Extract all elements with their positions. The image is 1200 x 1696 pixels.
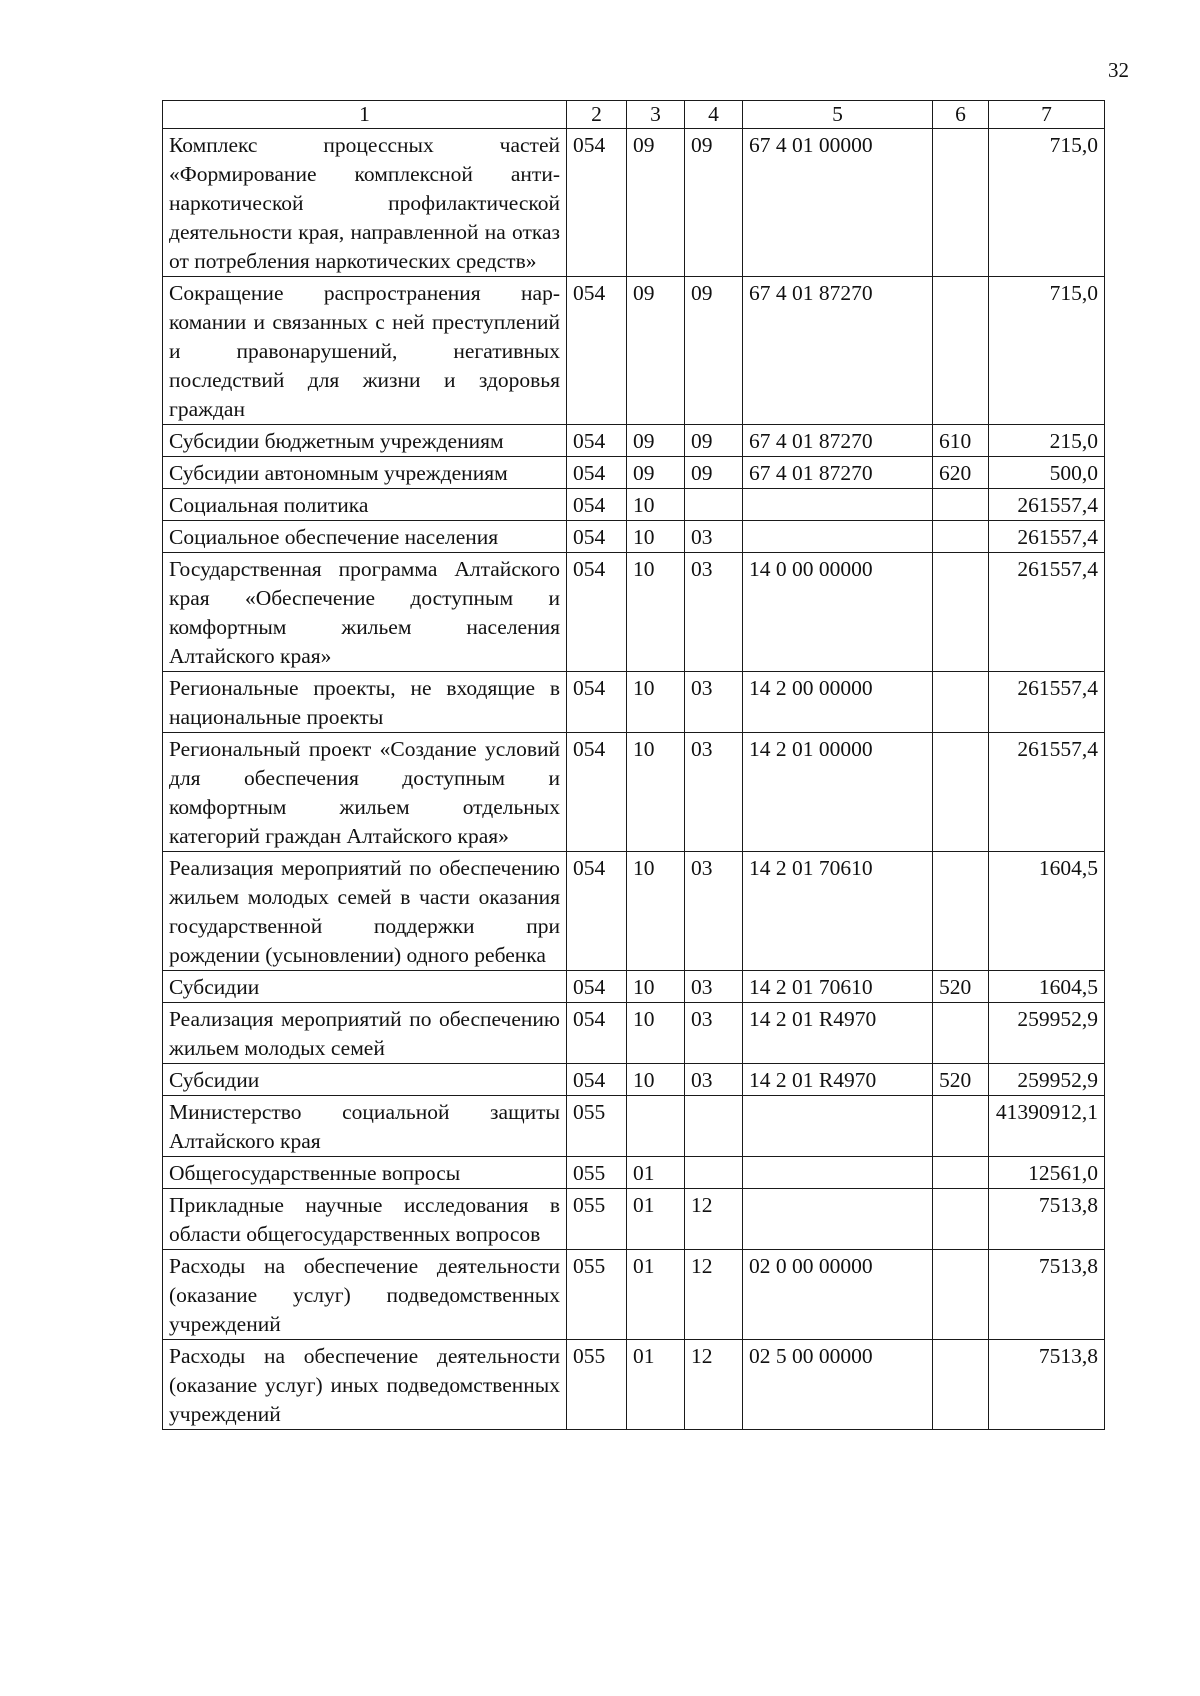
target-article-cell: 67 4 01 87270 bbox=[743, 457, 933, 489]
page-number: 32 bbox=[1108, 58, 1129, 82]
ministry-code-cell: 054 bbox=[567, 1064, 627, 1096]
row-name-cell: Социальная политика bbox=[163, 489, 567, 521]
expense-type-cell bbox=[933, 1189, 989, 1250]
ministry-code-cell: 054 bbox=[567, 277, 627, 425]
target-article-cell: 67 4 01 87270 bbox=[743, 425, 933, 457]
column-header: 3 bbox=[627, 101, 685, 129]
expense-type-cell bbox=[933, 1096, 989, 1157]
ministry-code-cell: 055 bbox=[567, 1340, 627, 1430]
expense-type-cell bbox=[933, 1003, 989, 1064]
expense-type-cell: 610 bbox=[933, 425, 989, 457]
ministry-code-cell: 054 bbox=[567, 672, 627, 733]
table-row bbox=[163, 1250, 1105, 1340]
subsection-code-cell: 03 bbox=[685, 1064, 743, 1096]
table-row bbox=[163, 489, 1105, 521]
target-article-cell: 67 4 01 87270 bbox=[743, 277, 933, 425]
row-name-cell: Региональные проекты, не входящие в национальные проекты bbox=[163, 672, 567, 733]
subsection-code-cell: 09 bbox=[685, 129, 743, 277]
table-row bbox=[163, 1157, 1105, 1189]
target-article-cell bbox=[743, 521, 933, 553]
table-row bbox=[163, 1096, 1105, 1157]
section-code-cell: 10 bbox=[627, 1003, 685, 1064]
target-article-cell: 02 5 00 00000 bbox=[743, 1340, 933, 1430]
target-article-cell: 02 0 00 00000 bbox=[743, 1250, 933, 1340]
row-name-cell: Прикладные научные исследования в области общегосударственных вопросов bbox=[163, 1189, 567, 1250]
amount-cell: 1604,5 bbox=[989, 971, 1105, 1003]
subsection-code-cell: 03 bbox=[685, 1003, 743, 1064]
column-header: 1 bbox=[163, 101, 567, 129]
expense-type-cell: 520 bbox=[933, 1064, 989, 1096]
amount-cell: 7513,8 bbox=[989, 1340, 1105, 1430]
row-name-cell: Расходы на обеспечение деятельности (оказание услуг) иных подведомственных учреждений bbox=[163, 1340, 567, 1430]
ministry-code-cell: 055 bbox=[567, 1096, 627, 1157]
target-article-cell: 14 2 01 70610 bbox=[743, 852, 933, 971]
table-row bbox=[163, 457, 1105, 489]
ministry-code-cell: 054 bbox=[567, 129, 627, 277]
table-row bbox=[163, 521, 1105, 553]
header-row bbox=[163, 101, 1105, 129]
subsection-code-cell: 03 bbox=[685, 521, 743, 553]
row-name-cell: Общегосударственные вопросы bbox=[163, 1157, 567, 1189]
row-name-cell: Региональный проект «Создание условий для обеспечения доступным и комфортным жильем отдельных категорий граждан Алтайского края» bbox=[163, 733, 567, 852]
subsection-code-cell: 12 bbox=[685, 1340, 743, 1430]
amount-cell: 261557,4 bbox=[989, 733, 1105, 852]
table-row bbox=[163, 733, 1105, 852]
amount-cell: 259952,9 bbox=[989, 1064, 1105, 1096]
table-row bbox=[163, 1064, 1105, 1096]
ministry-code-cell: 054 bbox=[567, 425, 627, 457]
ministry-code-cell: 054 bbox=[567, 971, 627, 1003]
column-header: 6 bbox=[933, 101, 989, 129]
amount-cell: 12561,0 bbox=[989, 1157, 1105, 1189]
amount-cell: 715,0 bbox=[989, 129, 1105, 277]
section-code-cell: 10 bbox=[627, 971, 685, 1003]
expense-type-cell bbox=[933, 1157, 989, 1189]
table-row bbox=[163, 129, 1105, 277]
section-code-cell: 10 bbox=[627, 1064, 685, 1096]
target-article-cell: 14 2 01 00000 bbox=[743, 733, 933, 852]
expense-type-cell bbox=[933, 521, 989, 553]
amount-cell: 259952,9 bbox=[989, 1003, 1105, 1064]
table-row bbox=[163, 1003, 1105, 1064]
amount-cell: 7513,8 bbox=[989, 1250, 1105, 1340]
amount-cell: 500,0 bbox=[989, 457, 1105, 489]
subsection-code-cell: 03 bbox=[685, 553, 743, 672]
row-name-cell: Субсидии автономным учреждениям bbox=[163, 457, 567, 489]
column-header: 7 bbox=[989, 101, 1105, 129]
expense-type-cell bbox=[933, 852, 989, 971]
section-code-cell: 10 bbox=[627, 733, 685, 852]
target-article-cell bbox=[743, 1096, 933, 1157]
amount-cell: 261557,4 bbox=[989, 553, 1105, 672]
section-code-cell bbox=[627, 1096, 685, 1157]
row-name-cell: Субсидии bbox=[163, 971, 567, 1003]
section-code-cell: 10 bbox=[627, 852, 685, 971]
subsection-code-cell: 09 bbox=[685, 425, 743, 457]
subsection-code-cell bbox=[685, 1096, 743, 1157]
amount-cell: 715,0 bbox=[989, 277, 1105, 425]
expense-type-cell bbox=[933, 672, 989, 733]
subsection-code-cell: 09 bbox=[685, 457, 743, 489]
target-article-cell: 14 0 00 00000 bbox=[743, 553, 933, 672]
target-article-cell bbox=[743, 489, 933, 521]
target-article-cell: 14 2 01 70610 bbox=[743, 971, 933, 1003]
section-code-cell: 10 bbox=[627, 521, 685, 553]
table-row bbox=[163, 852, 1105, 971]
amount-cell: 261557,4 bbox=[989, 521, 1105, 553]
table-row bbox=[163, 971, 1105, 1003]
section-code-cell: 10 bbox=[627, 553, 685, 672]
section-code-cell: 09 bbox=[627, 277, 685, 425]
table-row bbox=[163, 277, 1105, 425]
ministry-code-cell: 055 bbox=[567, 1157, 627, 1189]
target-article-cell: 14 2 01 R4970 bbox=[743, 1064, 933, 1096]
expense-type-cell bbox=[933, 733, 989, 852]
subsection-code-cell: 12 bbox=[685, 1250, 743, 1340]
column-header: 4 bbox=[685, 101, 743, 129]
column-header: 2 bbox=[567, 101, 627, 129]
target-article-cell bbox=[743, 1157, 933, 1189]
ministry-code-cell: 054 bbox=[567, 489, 627, 521]
section-code-cell: 01 bbox=[627, 1250, 685, 1340]
row-name-cell: Министерство социальной защиты Алтайского края bbox=[163, 1096, 567, 1157]
row-name-cell: Субсидии бюджетным учреждениям bbox=[163, 425, 567, 457]
expense-type-cell bbox=[933, 129, 989, 277]
expense-type-cell bbox=[933, 1340, 989, 1430]
subsection-code-cell: 03 bbox=[685, 733, 743, 852]
amount-cell: 7513,8 bbox=[989, 1189, 1105, 1250]
table-row bbox=[163, 553, 1105, 672]
target-article-cell: 14 2 00 00000 bbox=[743, 672, 933, 733]
row-name-cell: Субсидии bbox=[163, 1064, 567, 1096]
target-article-cell: 67 4 01 00000 bbox=[743, 129, 933, 277]
subsection-code-cell: 03 bbox=[685, 852, 743, 971]
row-name-cell: Реализация мероприятий по обеспечению жильем молодых семей bbox=[163, 1003, 567, 1064]
column-header: 5 bbox=[743, 101, 933, 129]
subsection-code-cell bbox=[685, 489, 743, 521]
subsection-code-cell: 09 bbox=[685, 277, 743, 425]
target-article-cell: 14 2 01 R4970 bbox=[743, 1003, 933, 1064]
subsection-code-cell: 03 bbox=[685, 971, 743, 1003]
expense-type-cell: 520 bbox=[933, 971, 989, 1003]
expense-type-cell bbox=[933, 489, 989, 521]
expense-type-cell bbox=[933, 1250, 989, 1340]
ministry-code-cell: 054 bbox=[567, 553, 627, 672]
ministry-code-cell: 055 bbox=[567, 1189, 627, 1250]
subsection-code-cell: 12 bbox=[685, 1189, 743, 1250]
ministry-code-cell: 054 bbox=[567, 521, 627, 553]
section-code-cell: 10 bbox=[627, 672, 685, 733]
section-code-cell: 01 bbox=[627, 1189, 685, 1250]
table-row bbox=[163, 1340, 1105, 1430]
ministry-code-cell: 054 bbox=[567, 852, 627, 971]
amount-cell: 41390912,1 bbox=[989, 1096, 1105, 1157]
row-name-cell: Расходы на обеспечение деятельности (оказание услуг) подведомственных учреждений bbox=[163, 1250, 567, 1340]
expense-type-cell bbox=[933, 277, 989, 425]
expense-type-cell: 620 bbox=[933, 457, 989, 489]
table-row bbox=[163, 672, 1105, 733]
amount-cell: 215,0 bbox=[989, 425, 1105, 457]
amount-cell: 261557,4 bbox=[989, 672, 1105, 733]
ministry-code-cell: 054 bbox=[567, 733, 627, 852]
subsection-code-cell: 03 bbox=[685, 672, 743, 733]
section-code-cell: 09 bbox=[627, 129, 685, 277]
ministry-code-cell: 054 bbox=[567, 1003, 627, 1064]
row-name-cell: Социальное обеспечение населения bbox=[163, 521, 567, 553]
row-name-cell: Государственная программа Алтайского края «Обеспечение доступным и комфортным жильем населения Алтайского края» bbox=[163, 553, 567, 672]
section-code-cell: 01 bbox=[627, 1157, 685, 1189]
section-code-cell: 10 bbox=[627, 489, 685, 521]
row-name-cell: Реализация мероприятий по обеспечению жильем молодых семей в части оказания государственной поддержки при рождении (усыновлении) одного ребенка bbox=[163, 852, 567, 971]
section-code-cell: 09 bbox=[627, 425, 685, 457]
ministry-code-cell: 054 bbox=[567, 457, 627, 489]
table-row bbox=[163, 1189, 1105, 1250]
subsection-code-cell bbox=[685, 1157, 743, 1189]
row-name-cell: Комплекс процессных частей «Формирование комплексной антинаркотической профилактической деятельности края, направленной на отказ от потребления наркотических средств» bbox=[163, 129, 567, 277]
expense-type-cell bbox=[933, 553, 989, 672]
section-code-cell: 09 bbox=[627, 457, 685, 489]
ministry-code-cell: 055 bbox=[567, 1250, 627, 1340]
target-article-cell bbox=[743, 1189, 933, 1250]
amount-cell: 1604,5 bbox=[989, 852, 1105, 971]
table-row bbox=[163, 425, 1105, 457]
budget-table bbox=[162, 100, 1105, 1430]
section-code-cell: 01 bbox=[627, 1340, 685, 1430]
amount-cell: 261557,4 bbox=[989, 489, 1105, 521]
row-name-cell: Сокращение распространения наркомании и связанных с ней преступлений и правонарушений, негативных последствий для жизни и здоровья граждан bbox=[163, 277, 567, 425]
